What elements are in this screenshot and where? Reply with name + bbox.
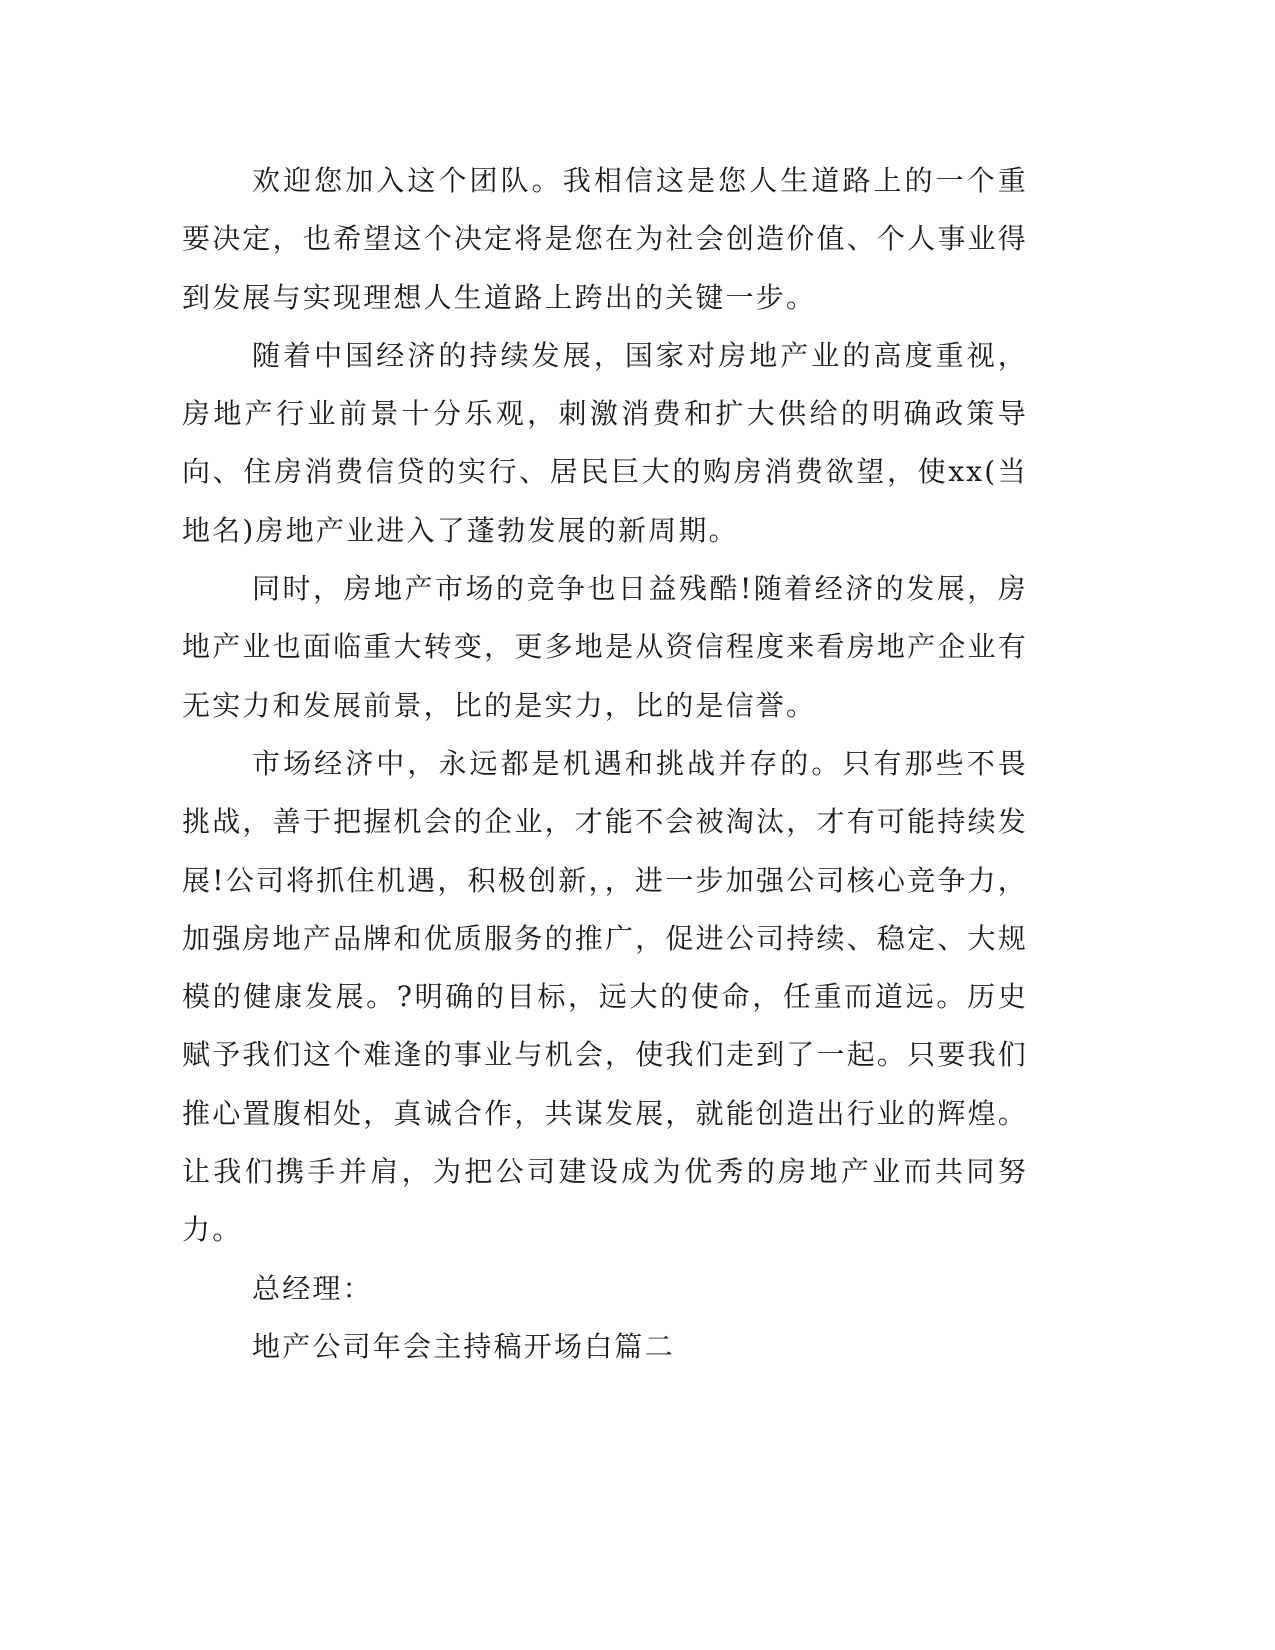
paragraph-opportunity: 市场经济中，永远都是机遇和挑战并存的。只有那些不畏挑战，善于把握机会的企业，才能不会被淘汰，才有可能持续发展!公司将抓住机遇，积极创新，，进一步加强公司核心竞争力，加强房地产品牌和优质服务的推广，促进公司持续、稳定、大规模的健康发展。?明确的目标，远大的使命，任重而道远。历史赋予我们这个难逢的事业与机会，使我们走到了一起。只要我们推心置腹相处，真诚合作，共谋发展，就能创造出行业的辉煌。让我们携手并肩，为把公司建设成为优秀的房地产业而共同努力。 [182, 746, 1028, 1247]
paragraph-welcome: 欢迎您加入这个团队。我相信这是您人生道路上的一个重要决定，也希望这个决定将是您在为社会创造价值、个人事业得到发展与实现理想人生道路上跨出的关键一步。 [182, 164, 1028, 314]
signature-line: 总经理： [252, 1271, 373, 1305]
paragraph-industry-outlook: 随着中国经济的持续发展，国家对房地产业的高度重视，房地产行业前景十分乐观，刺激消费和扩大供给的明确政策导向、住房消费信贷的实行、居民巨大的购房消费欲望，使xx(当地名)房地产业进入了蓬勃发展的新周期。 [182, 338, 1028, 547]
document-body [182, 152, 1028, 1376]
next-section-heading: 地产公司年会主持稿开场白篇二 [252, 1329, 675, 1363]
paragraph-competition: 同时，房地产市场的竞争也日益残酷!随着经济的发展，房地产业也面临重大转变，更多地是从资信程度来看房地产企业有无实力和发展前景，比的是实力，比的是信誉。 [182, 572, 1028, 722]
